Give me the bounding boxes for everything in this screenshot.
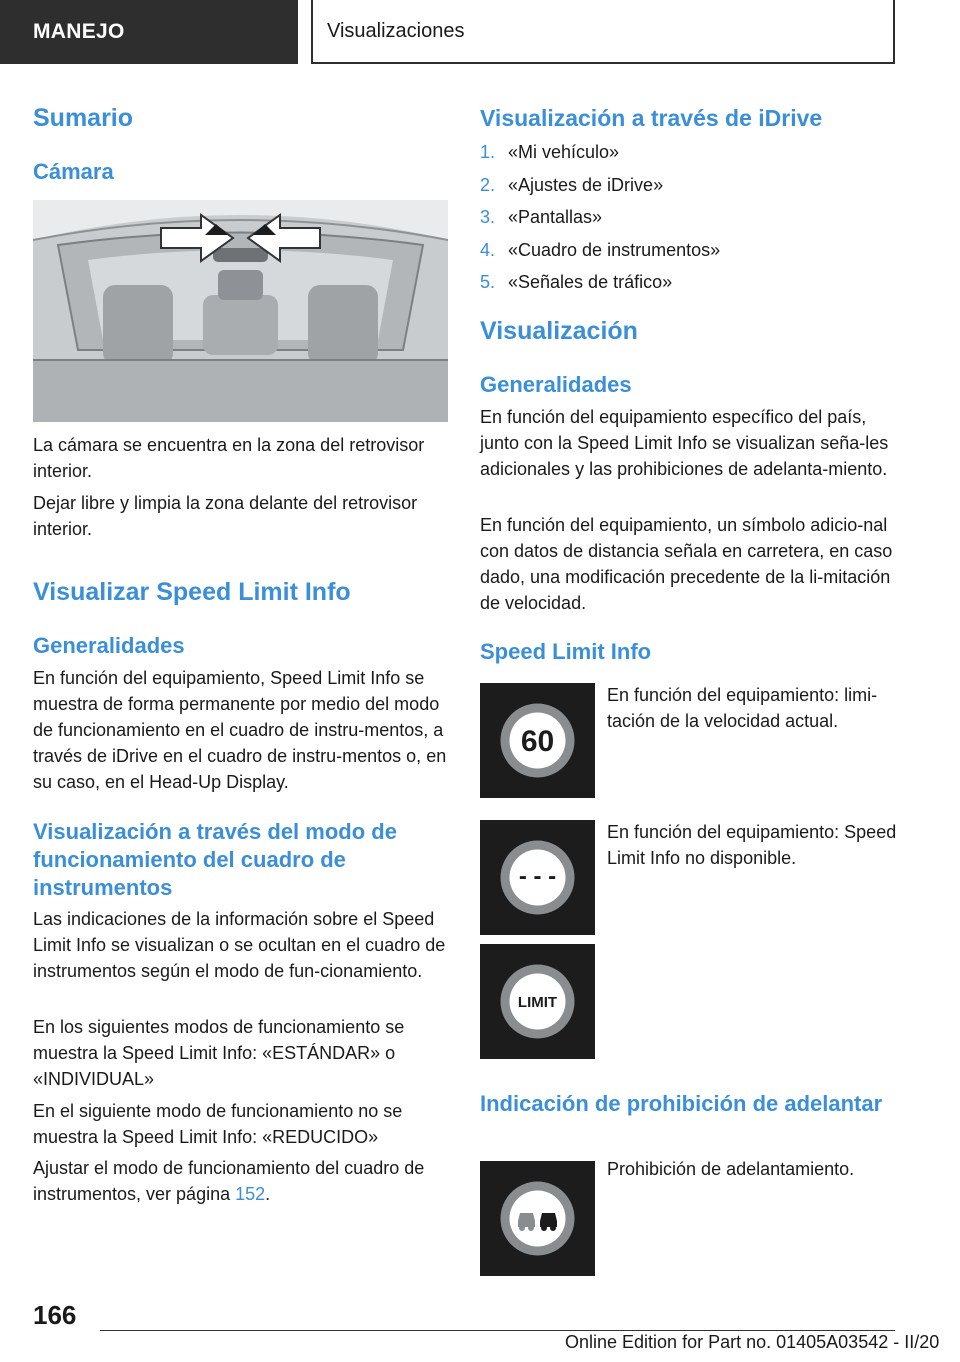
step-label: «Señales de tráfico» <box>508 272 673 292</box>
idrive-steps-list <box>480 138 900 301</box>
step-number: 5. <box>480 272 496 292</box>
section-tab: MANEJO <box>0 0 298 64</box>
heading-visualizacion-idrive: Visualización a través de iDrive <box>480 105 823 131</box>
step-label: «Cuadro de instrumentos» <box>508 239 721 260</box>
camara-paragraph-1: La cámara se encuentra en la zona del retrovisor interior. <box>33 435 425 481</box>
speed-limit-limit-sign-icon <box>480 944 595 1059</box>
modo-paragraph-4-text: Ajustar el modo de funcionamiento del cuadro de instrumentos, ver página <box>33 1158 425 1204</box>
heading-modo-funcionamiento: Visualización a través del modo de funcionamiento del cuadro de instrumentos <box>33 819 397 900</box>
camera-interior-photo <box>33 200 448 422</box>
heading-prohibicion-adelantar: Indicación de prohibición de adelantar <box>480 1091 883 1116</box>
modo-paragraph-3: En el siguiente modo de funcionamiento no se muestra la Speed Limit Info: «REDUCIDO» <box>33 1101 403 1147</box>
heading-visualizacion: Visualización <box>480 317 638 345</box>
modo-paragraph-4-end: . <box>265 1184 271 1204</box>
page-header <box>0 0 960 66</box>
modo-paragraph-2: En los siguientes modos de funcionamiento se muestra la Speed Limit Info: «ESTÁNDAR» o «INDIVIDUAL» <box>33 1017 405 1089</box>
list-item <box>480 268 900 301</box>
heading-sumario: Sumario <box>33 104 134 132</box>
step-number: 4. <box>480 239 496 260</box>
list-item <box>480 236 900 269</box>
heading-speed-limit-info: Speed Limit Info <box>480 639 652 664</box>
sign-unavailable-value: - - - <box>518 863 557 890</box>
sign-unavailable-description: En función del equipamiento: Speed Limit Info no disponible. <box>607 822 897 868</box>
heading-visualizar-speed-limit: Visualizar Speed Limit Info <box>33 578 351 606</box>
camara-paragraph-2: Dejar libre y limpia la zona delante del retrovisor interior. <box>33 493 418 539</box>
list-item <box>480 171 900 204</box>
step-number: 1. <box>480 142 496 162</box>
list-item <box>480 203 900 236</box>
sign-limit-value: LIMIT <box>517 994 558 1011</box>
page-number: 166 <box>33 1300 77 1330</box>
step-number: 3. <box>480 207 496 227</box>
edition-note: Online Edition for Part no. 01405A03542 - II/20 <box>565 1332 940 1352</box>
step-label: «Mi vehículo» <box>508 142 620 162</box>
topic-tab: Visualizaciones <box>311 0 895 64</box>
footer-divider <box>100 1330 895 1331</box>
no-overtaking-description: Prohibición de adelantamiento. <box>607 1159 855 1179</box>
generalidades-paragraph-right-2: En función del equipamiento, un símbolo adicio-nal con datos de distancia señala en carretera, en caso dado, una modificación precedente de la li-mitación de velocidad. <box>480 515 893 613</box>
speed-limit-60-sign-icon <box>480 683 595 798</box>
list-item <box>480 138 900 171</box>
speed-limit-unavailable-sign-icon <box>480 820 595 935</box>
sign-60-value: 60 <box>520 725 555 758</box>
no-overtaking-sign-icon <box>480 1161 595 1276</box>
generalidades-paragraph-left: En función del equipamiento, Speed Limit Info se muestra de forma permanente por medio del modo de funcionamiento en el cuadro de instru-mentos, a través de iDrive en el cuadro de instru-mentos o, en su caso, en el Head-Up Display. <box>33 668 447 792</box>
heading-generalidades-left: Generalidades <box>33 633 185 658</box>
sign-60-description: En función del equipamiento: limi-tación de la velocidad actual. <box>607 685 878 731</box>
step-number: 2. <box>480 174 496 195</box>
heading-camara: Cámara <box>33 159 114 184</box>
generalidades-paragraph-right-1: En función del equipamiento específico del país, junto con la Speed Limit Info se visualizan seña-les adicionales y las prohibiciones de adelanta-miento. <box>480 407 889 479</box>
step-label: «Ajustes de iDrive» <box>508 174 664 195</box>
modo-paragraph-1: Las indicaciones de la información sobre el Speed Limit Info se visualizan o se ocultan en el cuadro de instrumentos según el modo de fun-cionamiento. <box>33 909 446 981</box>
step-label: «Pantallas» <box>508 207 603 227</box>
modo-paragraph-4 <box>33 1155 448 1207</box>
page-link-152[interactable]: 152 <box>235 1184 266 1204</box>
heading-generalidades-right: Generalidades <box>480 372 632 397</box>
